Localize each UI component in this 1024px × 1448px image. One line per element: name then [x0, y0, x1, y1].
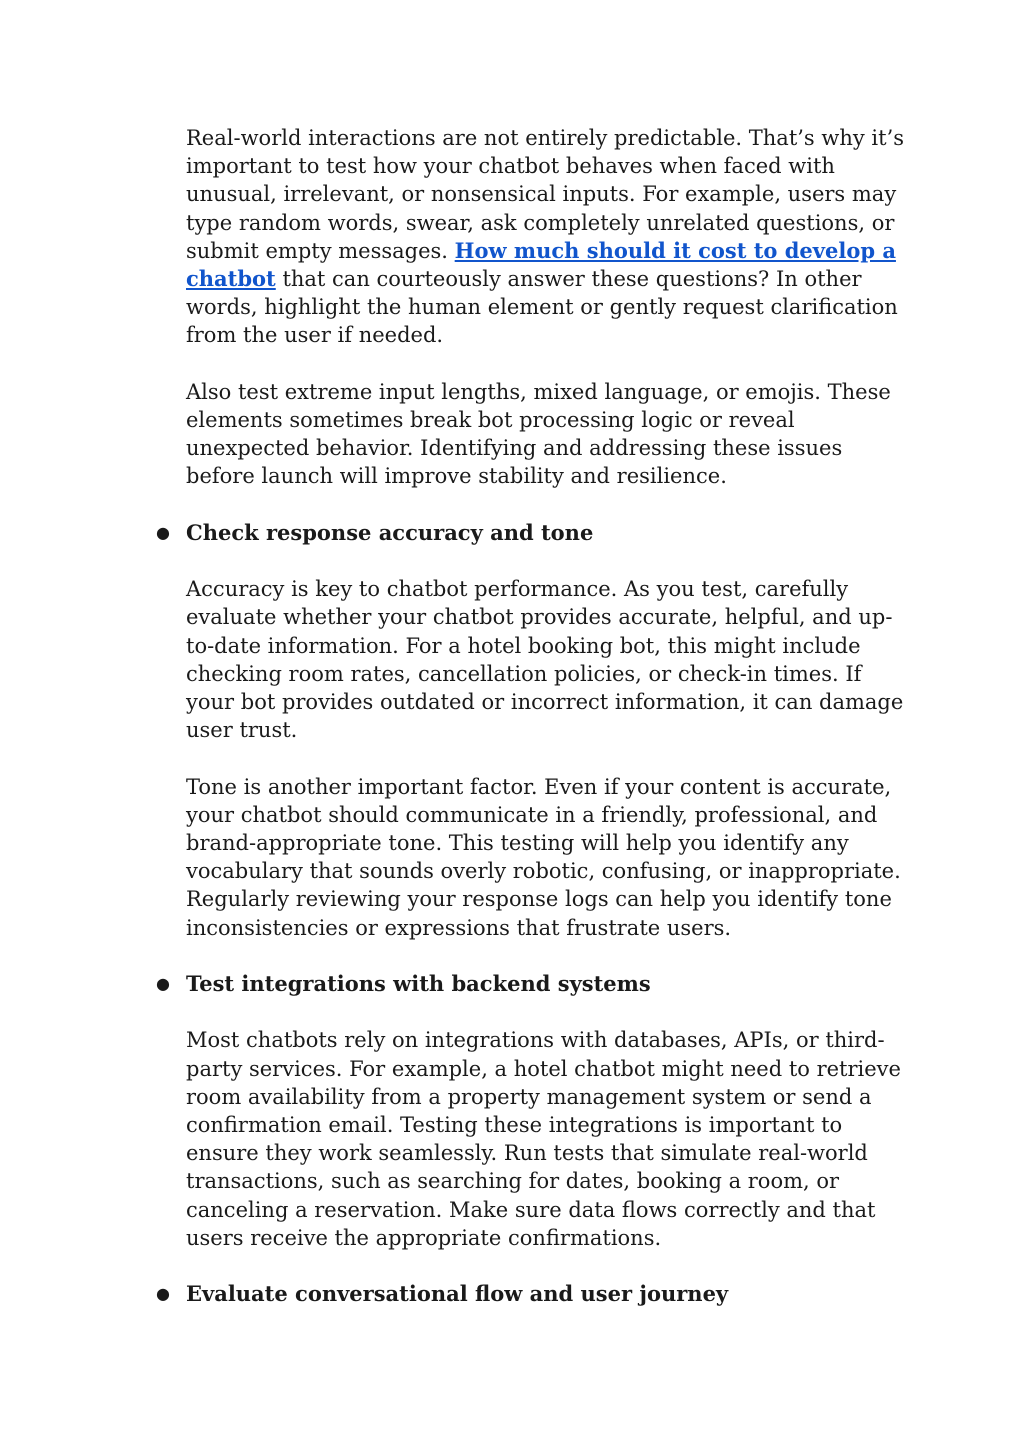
section-heading-text: Evaluate conversational flow and user journey — [186, 1281, 729, 1307]
tone-paragraph: Tone is another important factor. Even if your content is accurate, your chatbot should communicate in a friendly, professional, and brand-appropriate tone. This testing will help you identify any vocabulary that sounds overly robotic, confusing, or inappropriate. Regularly reviewing your response logs can help you identify tone inconsistencies or expressions that frustrate users. — [186, 774, 901, 940]
section-heading-accuracy-tone — [156, 519, 906, 547]
intro-text-before-link: Real-world interactions are not entirely predictable. That’s why it’s important to test how your chatbot behaves when faced with unusual, irrelevant, or nonsensical inputs. For example, users may type random words, swear, ask completely unrelated questions, or submit empty messages. — [186, 126, 905, 263]
accuracy-paragraph: Accuracy is key to chatbot performance. As you test, carefully evaluate whether your chatbot provides accurate, helpful, and up-to-date information. For a hotel booking bot, this might include checking room rates, cancellation policies, or check-in times. If your bot provides outdated or incorrect information, it can damage user trust. — [186, 577, 904, 743]
cost-to-develop-chatbot-link[interactable]: How much should it cost to develop a chatbot — [186, 237, 896, 292]
section-heading-conversational-flow — [156, 1280, 906, 1308]
bullet-icon: ● — [156, 974, 170, 994]
document-body — [156, 124, 906, 1337]
intro-paragraph — [186, 124, 906, 350]
bullet-icon: ● — [156, 522, 170, 542]
section-heading-text: Test integrations with backend systems — [186, 971, 651, 997]
integrations-paragraph: Most chatbots rely on integrations with databases, APIs, or third-party services. For example, a hotel chatbot might need to retrieve room availability from a property management system or send a confirmation email. Testing these integrations is important to ensure they work seamlessly. Run tests that simulate real-world transactions, such as searching for dates, booking a room, or canceling a reservation. Make sure data flows correctly and that users receive the appropriate confirmations. — [186, 1028, 901, 1250]
section-heading-integrations — [156, 970, 906, 998]
intro-text-after-link: that can courteously answer these questions? In other words, highlight the human element or gently request clarification from the user if needed. — [186, 267, 898, 348]
section-heading-text: Check response accuracy and tone — [186, 519, 594, 545]
bullet-icon: ● — [156, 1284, 170, 1304]
edge-case-paragraph: Also test extreme input lengths, mixed language, or emojis. These elements sometimes break bot processing logic or reveal unexpected behavior. Identifying and addressing these issues before launch will improve stability and resilience. — [186, 379, 891, 489]
